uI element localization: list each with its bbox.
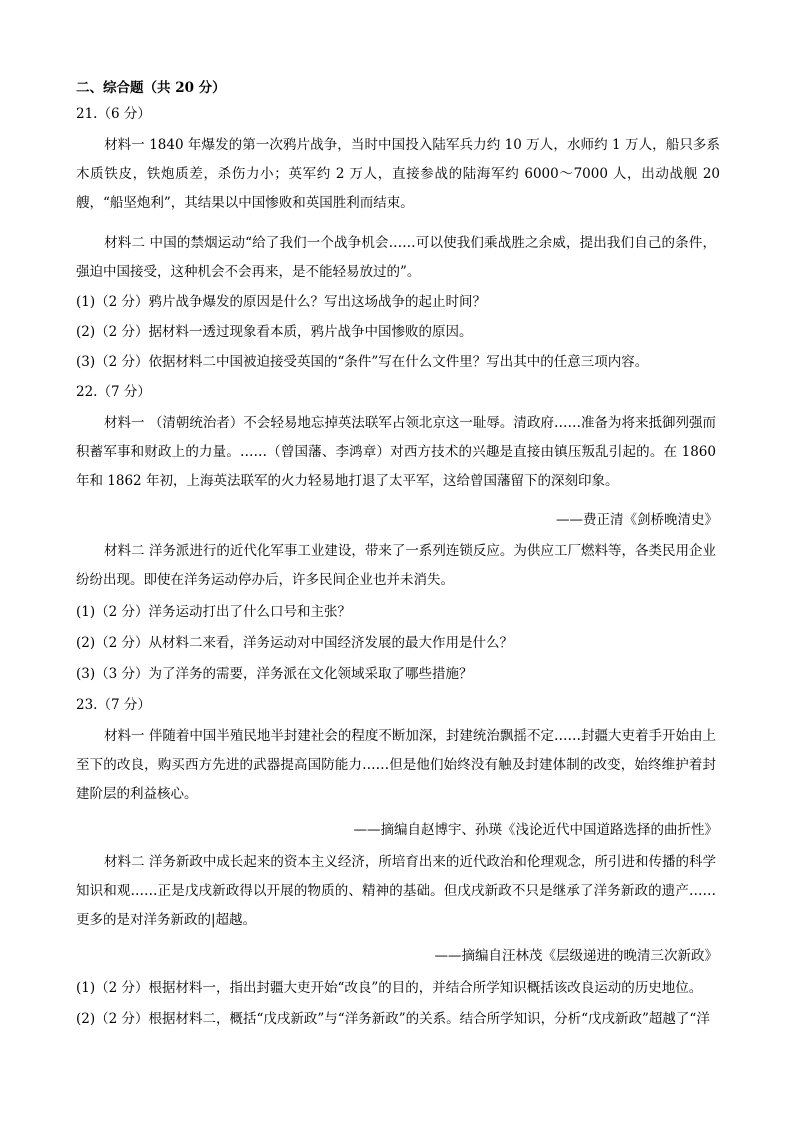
question-22-material-1 — [76, 409, 716, 496]
question-22-sub-1: (1)（2 分）洋务运动打出了什么口号和主张？ — [76, 604, 352, 620]
question-23-material-2-source: ——摘编自汪林茂《层级递进的晚清三次新政》 — [434, 948, 718, 964]
question-23-material-1-source: ——摘编自赵博宇、孙瑛《浅论近代中国道路选择的曲折性》 — [353, 822, 718, 838]
question-21-sub-1: (1)（2 分）鸦片战争爆发的原因是什么？写出这场战争的起止时间？ — [76, 294, 487, 310]
section-title: 二、综合题（共 20 分） — [76, 80, 226, 96]
question-21-number: 21.（6 分） — [76, 106, 151, 122]
question-22-sub-3: (3)（3 分）为了洋务的需要，洋务派在文化领域采取了哪些措施？ — [76, 666, 473, 682]
material-text: 材料二 洋务新政中成长起来的资本主义经济，所培育出来的近代政治和伦理观念，所引进和传播的科学知识和观……正是戊戌新政得以开展的物质的、精神的基础。但戊戌新政不只是继承了洋务新政的遗产……更多的是对洋务新政的|超越。 — [76, 854, 716, 928]
question-23-material-1 — [76, 722, 716, 809]
material-text: 材料一 （清朝统治者）不会轻易地忘掉英法联军占领北京这一耻辱。清政府……准备为将来抵御列强而积蓄军事和财政上的力量。……（曾国藩、李鸿章）对西方技术的兴趣是直接由镇压叛乱引起的。在 1860 年和 1862 年初，上海英法联军的火力轻易地打退了太平军，这给曾国藩留下的深刻印象。 — [76, 415, 716, 489]
question-21-material-1 — [76, 131, 720, 218]
material-text: 材料一 伴随着中国半殖民地半封建社会的程度不断加深，封建统治飘摇不定……封疆大吏着手开始由上至下的改良，购买西方先进的武器提高国防能力……但是他们始终没有触及封建体制的改变，始终维护着封建阶层的利益核心。 — [76, 728, 716, 802]
question-21-sub-2: (2)（2 分）据材料一透过现象看本质，鸦片战争中国惨败的原因。 — [76, 324, 473, 340]
question-22-sub-2: (2)（2 分）从材料二来看，洋务运动对中国经济发展的最大作用是什么？ — [76, 635, 514, 651]
material-text: 材料二 洋务派进行的近代化军事工业建设，带来了一系列连锁反应。为供应工厂燃料等，各类民用企业纷纷出现。即使在洋务运动停办后，许多民间企业也并未消失。 — [76, 543, 716, 588]
question-23-sub-1: (1)（2 分）根据材料一，指出封疆大吏开始“改良”的目的，并结合所学知识概括该改良运动的历史地位。 — [76, 980, 703, 996]
question-22-number: 22.（7 分） — [76, 384, 151, 400]
question-23-sub-2: (2)（2 分）根据材料二，概括“戊戌新政”与“洋务新政”的关系。结合所学知识，分析“戊戌新政”超越了“洋 — [76, 1011, 710, 1027]
question-21-sub-3: (3)（2 分）依据材料二中国被迫接受英国的“条件”写在什么文件里？写出其中的任意三项内容。 — [76, 354, 649, 370]
question-22-material-2 — [76, 537, 716, 595]
question-21-material-2 — [76, 229, 716, 287]
material-text: 材料二 中国的禁烟运动“给了我们一个战争机会……可以使我们乘战胜之余威，提出我们自己的条件，强迫中国接受，这种机会不会再来，是不能轻易放过的”。 — [76, 235, 716, 280]
material-text: 材料一 1840 年爆发的第一次鸦片战争，当时中国投入陆军兵力约 10 万人，水师约 1 万人，船只多系木质铁皮，铁炮质差，杀伤力小；英军约 2 万人，直接参战的陆海军约 6000～7000 人，出动战舰 20 艘，“船坚炮利”，其结果以中国惨败和英国胜利而结束。 — [76, 137, 720, 211]
question-23-material-2 — [76, 848, 716, 935]
question-23-number: 23.（7 分） — [76, 697, 151, 713]
question-22-material-1-source: ——费正清《剑桥晚清史》 — [556, 512, 718, 528]
